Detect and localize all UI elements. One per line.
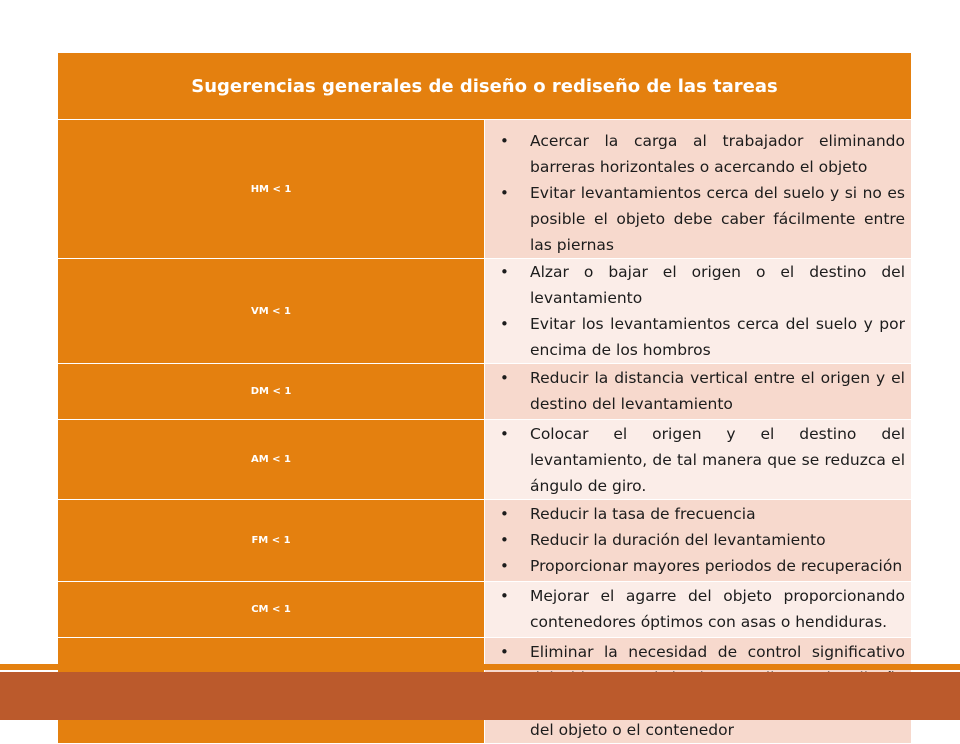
table-row-dm [58, 364, 912, 420]
table-row-am [58, 420, 912, 500]
list-item [485, 527, 905, 553]
list-item-text: Evitar los levantamientos cerca del suelo y por encima de los hombros [530, 315, 905, 359]
list-item [485, 180, 905, 258]
list-item [485, 553, 905, 579]
list-item-text: Proporcionar mayores periodos de recuperación [530, 557, 903, 575]
bullet-icon: • [500, 505, 509, 523]
bullet-icon: • [500, 425, 509, 443]
footer-band [0, 672, 960, 720]
row-label: HM < 1 [58, 120, 485, 259]
list-item [485, 259, 905, 311]
bullet-icon: • [500, 643, 509, 661]
list-item [485, 365, 905, 417]
bullet-list [485, 500, 911, 579]
table-row-hm [58, 120, 912, 259]
row-label: DM < 1 [58, 364, 485, 420]
list-item [485, 311, 905, 363]
bullet-icon: • [500, 132, 509, 150]
bullet-list [485, 120, 911, 258]
row-label: CM < 1 [58, 582, 485, 638]
bullet-icon: • [500, 263, 509, 281]
row-content [485, 500, 912, 582]
list-item [485, 128, 905, 180]
row-content [485, 120, 912, 259]
bullet-icon: • [500, 587, 509, 605]
row-content [485, 364, 912, 420]
design-suggestions-table [57, 52, 912, 744]
table-row-vm [58, 259, 912, 364]
list-item-text: Eliminar la necesidad de control significativo del objeto o el contenedor [530, 643, 905, 739]
list-item-text: Reducir la tasa de frecuencia [530, 505, 756, 523]
row-content [485, 582, 912, 638]
footer-accent-line [0, 664, 960, 670]
list-item-text: Alzar o bajar el origen o el destino del levantamiento [530, 263, 905, 307]
bullet-list [485, 364, 911, 417]
bullet-list [485, 420, 911, 499]
table-header-row [58, 53, 912, 120]
list-item-text: Mejorar el agarre del objeto proporcionando contenedores óptimos con asas o hendiduras. [530, 587, 905, 631]
row-label: FM < 1 [58, 500, 485, 582]
list-item [485, 421, 905, 499]
bullet-icon: • [500, 369, 509, 387]
row-content [485, 420, 912, 500]
table-row-fm [58, 500, 912, 582]
list-item-text: Reducir la distancia vertical entre el origen y el destino del levantamiento [530, 369, 905, 413]
bullet-icon: • [500, 531, 509, 549]
table-title: Sugerencias generales de diseño o rediseño de las tareas [58, 53, 912, 120]
list-item-text: Acercar la carga al trabajador eliminando barreras horizontales o acercando el objeto [530, 132, 905, 176]
bullet-icon: • [500, 557, 509, 575]
bullet-icon: • [500, 184, 509, 202]
row-content [485, 259, 912, 364]
bullet-icon: • [500, 315, 509, 333]
list-item-text: Colocar el origen y el destino del levantamiento, de tal manera que se reduzca el ángulo de giro. [530, 425, 905, 495]
bullet-list [485, 259, 911, 363]
list-item-text: Evitar levantamientos cerca del suelo y si no es posible el objeto debe caber fácilmente entre las piernas [530, 184, 905, 254]
row-label: VM < 1 [58, 259, 485, 364]
row-label: AM < 1 [58, 420, 485, 500]
table-row-cm [58, 582, 912, 638]
list-item [485, 501, 905, 527]
bullet-list [485, 582, 911, 635]
list-item [485, 583, 905, 635]
list-item-text: Reducir la duración del levantamiento [530, 531, 826, 549]
